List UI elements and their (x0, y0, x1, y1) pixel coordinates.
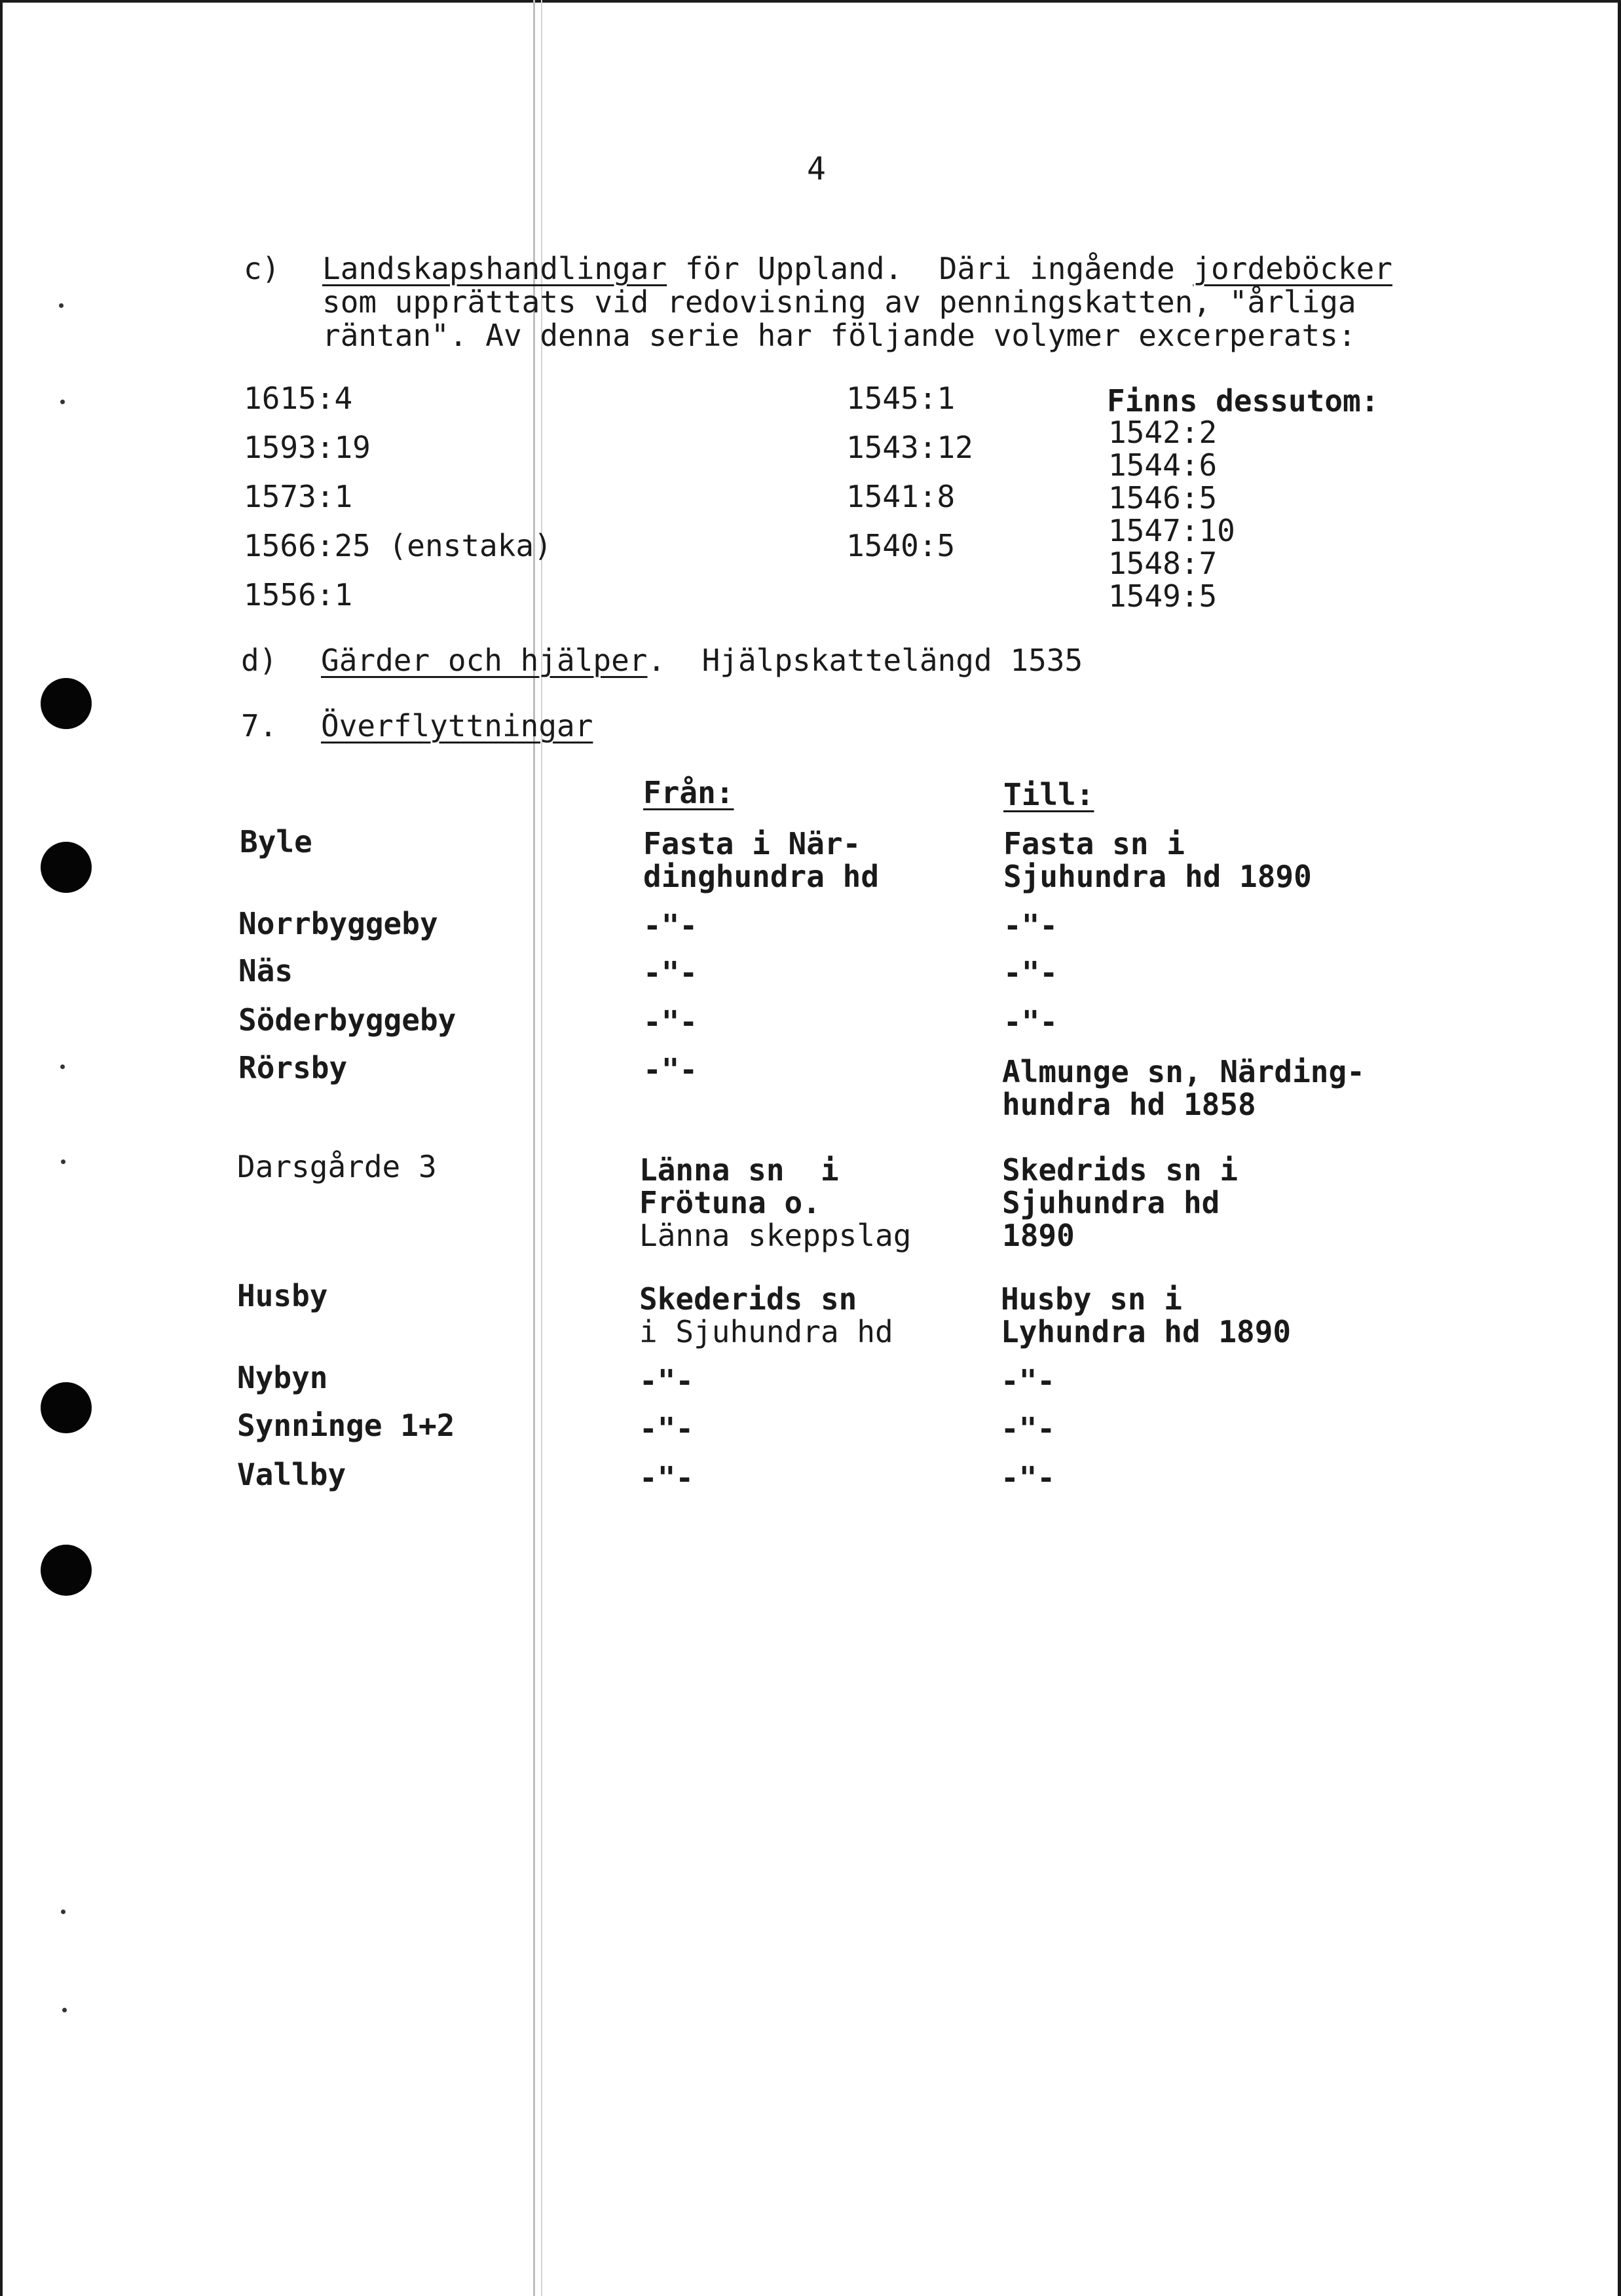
from-line: dinghundra hd (643, 859, 880, 894)
finns-dessutom-heading: Finns dessutom: (1107, 383, 1379, 419)
page-border-right (1618, 0, 1621, 2296)
volume-item: 1542:2 (1108, 415, 1218, 450)
to-line: -"- (1003, 908, 1058, 943)
header-from: Från: (643, 775, 734, 810)
from-line: Fasta i När- (643, 826, 861, 861)
place-name: Norrbyggeby (238, 906, 438, 941)
place-name: Rörsby (238, 1050, 348, 1085)
volume-item: 1541:8 (846, 479, 956, 514)
place-name: Husby (237, 1278, 328, 1313)
section-c-term: jordeböcker (1193, 251, 1392, 286)
from-line: Frötuna o. (639, 1185, 821, 1220)
from-line: -"- (643, 1004, 698, 1040)
to-line: Sjuhundra hd (1002, 1185, 1220, 1220)
section-7-title: Överflyttningar (321, 708, 593, 743)
place-name: Näs (238, 953, 293, 988)
to-line: -"- (1001, 1411, 1056, 1446)
to-line: Skedrids sn i (1002, 1152, 1239, 1188)
speck (61, 1159, 65, 1164)
volume-item: 1556:1 (244, 577, 353, 612)
from-line: -"- (643, 955, 698, 990)
to-line: 1890 (1002, 1218, 1075, 1253)
speck (62, 2008, 67, 2012)
volume-item: 1566:25 (enstaka) (244, 528, 552, 563)
section-c-heading (322, 251, 1392, 286)
header-to: Till: (1003, 777, 1094, 812)
section-d-line (321, 643, 1083, 678)
from-line: -"- (639, 1363, 694, 1399)
from-line: Länna sn i (639, 1152, 839, 1188)
to-line: -"- (1001, 1363, 1056, 1399)
section-c-line1-rest: för Uppland. Däri ingående (684, 251, 1175, 286)
to-line: -"- (1003, 955, 1058, 990)
volume-item: 1615:4 (244, 381, 353, 416)
place-name: Vallby (237, 1457, 346, 1492)
volume-item: 1544:6 (1108, 447, 1218, 483)
page-border-left (0, 0, 3, 2296)
volume-item: 1540:5 (846, 528, 956, 563)
section-d-title: Gärder och hjälper (321, 643, 648, 678)
place-name: Nybyn (237, 1360, 328, 1395)
volume-item: 1543:12 (846, 430, 973, 465)
section-c-title: Landskapshandlingar (322, 251, 667, 286)
from-line: Skederids sn (639, 1281, 857, 1317)
to-line: hundra hd 1858 (1002, 1087, 1256, 1122)
volume-item: 1547:10 (1108, 513, 1235, 548)
place-name: Darsgårde 3 (237, 1149, 437, 1184)
page-number: 4 (807, 151, 826, 187)
from-line: -"- (639, 1411, 694, 1446)
to-line: -"- (1001, 1460, 1056, 1496)
speck (60, 400, 65, 404)
from-line: -"- (643, 908, 698, 943)
to-line: Fasta sn i (1003, 826, 1185, 861)
section-c-line2: som upprättats vid redovisning av penningskatten, "årliga (322, 284, 1356, 320)
volume-item: 1545:1 (846, 381, 956, 416)
punch-hole (41, 1545, 92, 1596)
speck (59, 303, 64, 308)
section-7-label: 7. (241, 708, 278, 743)
volume-item: 1548:7 (1108, 546, 1218, 581)
place-name: Byle (240, 824, 312, 859)
volume-item: 1546:5 (1108, 480, 1218, 516)
section-d-label: d) (241, 643, 278, 678)
section-d-rest: . Hjälpskattelängd 1535 (647, 643, 1083, 678)
punch-hole (41, 1382, 92, 1433)
to-line: Lyhundra hd 1890 (1001, 1314, 1292, 1349)
volume-item: 1549:5 (1108, 578, 1218, 614)
speck (61, 1910, 65, 1914)
punch-hole (41, 678, 92, 729)
section-c-label: c) (244, 251, 280, 286)
volume-item: 1593:19 (244, 430, 371, 465)
from-line: -"- (639, 1460, 694, 1496)
from-line: Länna skeppslag (639, 1218, 912, 1253)
place-name: Söderbyggeby (238, 1002, 456, 1038)
page-border-top (0, 0, 1621, 3)
to-line: Almunge sn, Närding- (1002, 1054, 1365, 1089)
to-line: Sjuhundra hd 1890 (1003, 859, 1312, 894)
to-line: Husby sn i (1001, 1281, 1182, 1317)
speck (60, 1064, 65, 1069)
from-line: -"- (643, 1052, 698, 1087)
punch-hole (41, 842, 92, 893)
to-line: -"- (1003, 1004, 1058, 1040)
place-name: Synninge 1+2 (237, 1408, 455, 1443)
volume-item: 1573:1 (244, 479, 353, 514)
section-c-line3: räntan". Av denna serie har följande volymer excerperats: (322, 318, 1356, 353)
from-line: i Sjuhundra hd (639, 1314, 893, 1349)
